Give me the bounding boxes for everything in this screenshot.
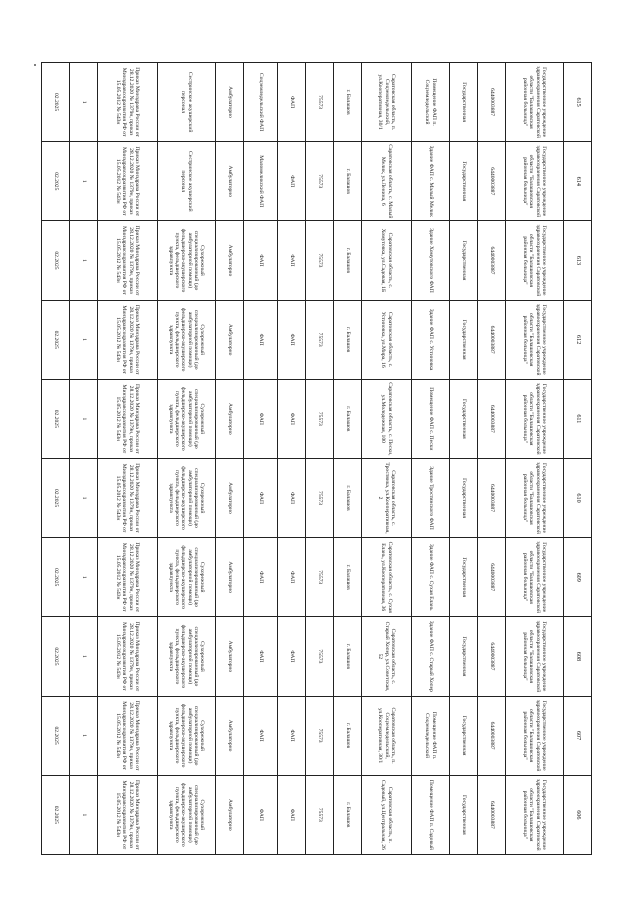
- table-cell: Здание Хомутовского ФАП: [412, 221, 450, 300]
- table-cell: г. Балашов: [334, 221, 362, 300]
- table-cell: ФАП: [244, 379, 278, 458]
- table-cell: Государственная: [450, 696, 478, 775]
- table-cell: 02.2025: [42, 379, 70, 458]
- table-cell: Амбулаторно: [216, 617, 244, 696]
- table-cell: 75573: [306, 221, 334, 300]
- table-cell: Саратовская область, с. Тростянка, ул.Кооперативная, 2: [362, 458, 412, 537]
- table-cell: Приказ Минздрава России от 28.12.2020 № 1379н, приказ Минздравсоцразвития РФ от 15.05.2012 № 543н: [98, 775, 158, 854]
- table-cell: Приказ Минздрава России от 28.12.2020 № 1379н, приказ Минздравсоцразвития РФ от 15.05.2012 № 543н: [98, 300, 158, 379]
- table-cell: Амбулаторно: [216, 63, 244, 142]
- table-cell: Сухорежный специализированный (до амбулаторной помощи) фельдшерско-акушерского пункта, фельдшерского здравпункта: [158, 696, 216, 775]
- table-cell: 1: [70, 142, 98, 221]
- table-cell: 02.2025: [42, 63, 70, 142]
- table-cell: г. Балашов: [334, 538, 362, 617]
- table-cell: Приказ Минздрава России от 28.12.2020 № 1379н, приказ Минздравсоцразвития РФ от 15.05.2012 № 543н: [98, 696, 158, 775]
- table-cell: Приказ Минздрава России от 28.12.2020 № 1379н, приказ Минздравсоцразвития РФ от 15.05.2012 № 543н: [98, 538, 158, 617]
- table-cell: Государственное учреждение здравоохранения Саратовской области "Балашовская районная больница": [506, 63, 564, 142]
- table-cell: ФАП: [244, 538, 278, 617]
- table-cell: Амбулаторно: [216, 142, 244, 221]
- table-cell: ФАП: [278, 379, 306, 458]
- table-cell: Государственное учреждение здравоохранения Саратовской области "Балашовская районная больница": [506, 379, 564, 458]
- table-cell: 02.2025: [42, 617, 70, 696]
- table-cell: Государственная: [450, 221, 478, 300]
- table-cell: ФАП: [244, 775, 278, 854]
- table-cell: ФАП: [278, 775, 306, 854]
- table-row: [42, 63, 70, 855]
- table-row: [450, 63, 478, 855]
- table-cell: Саратовская область, с. Пески, ул.Молодежная, 100: [362, 379, 412, 458]
- table-cell: Государственная: [450, 63, 478, 142]
- table-cell: Приказ Минздрава России от 28.12.2020 № 1379н, приказ Минздравсоцразвития РФ от 15.05.2012 № 543н: [98, 617, 158, 696]
- table-row: [478, 63, 506, 855]
- table-cell: Здание ФАП с. Сухая Елань: [412, 538, 450, 617]
- table-cell: 75573: [306, 617, 334, 696]
- table-cell: Здание ФАП с. Малый Мелик: [412, 142, 450, 221]
- table-cell: Амбулаторно: [216, 696, 244, 775]
- table-cell: 75573: [306, 379, 334, 458]
- table-cell: 75573: [306, 142, 334, 221]
- table-cell: 75573: [306, 538, 334, 617]
- table-cell: ФАП: [278, 142, 306, 221]
- table-cell: 6440003887: [478, 617, 506, 696]
- column-number-cell: 608: [564, 617, 592, 696]
- table-row: [278, 63, 306, 855]
- table-cell: ФАП: [278, 538, 306, 617]
- table-cell: 1: [70, 696, 98, 775]
- table-cell: Государственная: [450, 142, 478, 221]
- table-cell: 1: [70, 775, 98, 854]
- table-row: [70, 63, 98, 855]
- table-cell: 02.2025: [42, 458, 70, 537]
- column-number-cell: 607: [564, 696, 592, 775]
- table-cell: 6440003887: [478, 300, 506, 379]
- table-cell: Государственное учреждение здравоохранения Саратовской области "Балашовская районная больница": [506, 458, 564, 537]
- table-cell: Сухорежный специализированный (до амбулаторной помощи) фельдшерско-акушерского пункта, фельдшерского здравпункта: [158, 221, 216, 300]
- table-cell: Саратовская область, п. Соцземледельский, ул.Кооперативная, 30/1: [362, 696, 412, 775]
- column-number-cell: 612: [564, 300, 592, 379]
- registry-table-body: [42, 63, 592, 855]
- table-cell: 6440003887: [478, 775, 506, 854]
- table-cell: Сухорежный специализированный (до амбулаторной помощи) фельдшерско-акушерского пункта, фельдшерского здравпункта: [158, 300, 216, 379]
- table-cell: Помещение ФАП п. Соцземледельский: [412, 696, 450, 775]
- table-cell: ФАП: [278, 696, 306, 775]
- table-cell: 75573: [306, 775, 334, 854]
- table-cell: 75573: [306, 63, 334, 142]
- table-cell: 02.2025: [42, 300, 70, 379]
- column-number-cell: 615: [564, 63, 592, 142]
- table-cell: 6440003887: [478, 63, 506, 142]
- table-cell: 75573: [306, 458, 334, 537]
- table-cell: Саратовская область, с. Малый Мелик, ул.Ленина, 6: [362, 142, 412, 221]
- table-cell: 1: [70, 221, 98, 300]
- table-cell: Приказ Минздрава России от 28.12.2020 № 1379н, приказ Минздравсоцразвития РФ от 15.05.2012 № 543н: [98, 379, 158, 458]
- column-number-cell: 613: [564, 221, 592, 300]
- table-cell: Сестринское акушерский персонал: [158, 63, 216, 142]
- table-cell: ФАП: [244, 300, 278, 379]
- table-cell: Саратовская область, с. Старый Хопер, ул.Советская, 52: [362, 617, 412, 696]
- table-cell: 1: [70, 63, 98, 142]
- table-cell: Сухорежный специализированный (до амбулаторной помощи) фельдшерско-акушерского пункта, фельдшерского здравпункта: [158, 379, 216, 458]
- table-cell: Государственная: [450, 538, 478, 617]
- table-cell: Здание Тростянского ФАП: [412, 458, 450, 537]
- table-cell: Приказ Минздрава России от 28.12.2020 № 1379н, приказ Минздравсоцразвития РФ от 15.05.2012 № 543н: [98, 458, 158, 537]
- table-cell: Государственная: [450, 458, 478, 537]
- column-number-cell: 611: [564, 379, 592, 458]
- table-row: [244, 63, 278, 855]
- table-cell: Приказ Минздрава России от 28.12.2020 № 1379н, приказ Минздравсоцразвития РФ от 15.05.2012 № 543н: [98, 142, 158, 221]
- table-cell: Амбулаторно: [216, 775, 244, 854]
- table-cell: Приказ Минздрава России от 28.12.2020 № 1379н, приказ Минздравсоцразвития РФ от 15.05.2012 № 543н: [98, 221, 158, 300]
- table-cell: ФАП: [244, 696, 278, 775]
- table-cell: Сестринское акушерский персонал: [158, 142, 216, 221]
- table-row: [334, 63, 362, 855]
- table-cell: 02.2025: [42, 221, 70, 300]
- column-number-cell: 610: [564, 458, 592, 537]
- table-cell: Государственная: [450, 379, 478, 458]
- table-cell: Государственное учреждение здравоохранения Саратовской области "Балашовская районная больница": [506, 221, 564, 300]
- table-cell: г. Балашов: [334, 379, 362, 458]
- table-cell: Маломеликский ФАП: [244, 142, 278, 221]
- table-cell: Помещение ФАП п. Соцземледельский: [412, 63, 450, 142]
- table-cell: 6440003887: [478, 458, 506, 537]
- table-cell: Государственное учреждение здравоохранения Саратовской области "Балашовская районная больница": [506, 775, 564, 854]
- table-cell: Государственное учреждение здравоохранения Саратовской области "Балашовская районная больница": [506, 300, 564, 379]
- table-cell: 75573: [306, 300, 334, 379]
- table-cell: Здание ФАП с. Устиновка: [412, 300, 450, 379]
- table-cell: Государственное учреждение здравоохранения Саратовской области "Балашовская районная больница": [506, 617, 564, 696]
- table-row: [98, 63, 158, 855]
- table-cell: Сухорежный специализированный (до амбулаторной помощи) фельдшерско-акушерского пункта, фельдшерского здравпункта: [158, 458, 216, 537]
- table-cell: ФАП: [278, 617, 306, 696]
- table-cell: ФАП: [278, 300, 306, 379]
- table-row: [506, 63, 564, 855]
- table-cell: 1: [70, 300, 98, 379]
- table-cell: ФАП: [244, 617, 278, 696]
- table-cell: 6440003887: [478, 696, 506, 775]
- table-cell: Государственная: [450, 775, 478, 854]
- table-cell: 1: [70, 458, 98, 537]
- table-cell: Сухорежный специализированный (до амбулаторной помощи) фельдшерско-акушерского пункта, фельдшерского здравпункта: [158, 617, 216, 696]
- table-cell: 02.2025: [42, 142, 70, 221]
- table-cell: 6440003887: [478, 538, 506, 617]
- table-cell: 02.2025: [42, 696, 70, 775]
- table-row: [306, 63, 334, 855]
- table-cell: г. Балашов: [334, 775, 362, 854]
- table-cell: 6440003887: [478, 221, 506, 300]
- registry-table: [41, 62, 592, 855]
- table-row: [412, 63, 450, 855]
- table-cell: Приказ Минздрава России от 28.12.2020 № 1379н, приказ Минздравсоцразвития РФ от 15.05.2012 № 543н: [98, 63, 158, 142]
- table-cell: г. Балашов: [334, 63, 362, 142]
- table-cell: ФАП: [278, 458, 306, 537]
- table-row: [216, 63, 244, 855]
- table-cell: Саратовская область, с. Хомутовка, ул.Садовая, 1Б: [362, 221, 412, 300]
- column-number-cell: 609: [564, 538, 592, 617]
- table-cell: Амбулаторно: [216, 300, 244, 379]
- table-cell: 6440003887: [478, 142, 506, 221]
- table-cell: Соцземледельский ФАП: [244, 63, 278, 142]
- table-cell: 1: [70, 379, 98, 458]
- scan-speck: [34, 64, 36, 66]
- table-row: [362, 63, 412, 855]
- table-cell: 02.2025: [42, 538, 70, 617]
- table-cell: 1: [70, 617, 98, 696]
- table-cell: Государственная: [450, 300, 478, 379]
- table-cell: Амбулаторно: [216, 379, 244, 458]
- table-cell: Амбулаторно: [216, 458, 244, 537]
- table-cell: Амбулаторно: [216, 221, 244, 300]
- table-cell: Государственное учреждение здравоохранения Саратовской области "Балашовская районная больница": [506, 696, 564, 775]
- rotated-table-wrapper: [52, 62, 592, 855]
- column-number-cell: 614: [564, 142, 592, 221]
- table-cell: г. Балашов: [334, 696, 362, 775]
- table-cell: Здание ФАП с. Старый Хопер: [412, 617, 450, 696]
- table-cell: ФАП: [278, 221, 306, 300]
- table-cell: Государственная: [450, 617, 478, 696]
- table-row: [564, 63, 592, 855]
- table-cell: г. Балашов: [334, 142, 362, 221]
- table-cell: Саратовская область, п. Садовый, ул.Центральная, 26: [362, 775, 412, 854]
- table-cell: Государственное учреждение здравоохранения Саратовской области "Балашовская районная больница": [506, 538, 564, 617]
- table-cell: Саратовская область, с. Сухая Елань, ул.Кооперативная, 36: [362, 538, 412, 617]
- table-cell: Государственное учреждение здравоохранения Саратовской области "Балашовская районная больница": [506, 142, 564, 221]
- column-number-cell: 606: [564, 775, 592, 854]
- table-cell: Саратовская область, п. Соцземледельский, ул.Кооперативная, 30/1: [362, 63, 412, 142]
- table-cell: 75573: [306, 696, 334, 775]
- table-cell: ФАП: [278, 63, 306, 142]
- table-cell: г. Балашов: [334, 617, 362, 696]
- table-cell: Сухорежный специализированный (до амбулаторной помощи) фельдшерско-акушерского пункта, фельдшерского здравпункта: [158, 538, 216, 617]
- table-cell: Помещение ФАП с. Пески: [412, 379, 450, 458]
- table-cell: Саратовская область, с. Устиновка, ул.Мира, 16: [362, 300, 412, 379]
- table-cell: г. Балашов: [334, 300, 362, 379]
- table-cell: ФАП: [244, 458, 278, 537]
- table-cell: 6440003887: [478, 379, 506, 458]
- table-cell: 02.2025: [42, 775, 70, 854]
- table-cell: Амбулаторно: [216, 538, 244, 617]
- table-cell: г. Балашов: [334, 458, 362, 537]
- table-cell: Помещение ФАП п. Садовый: [412, 775, 450, 854]
- table-cell: 1: [70, 538, 98, 617]
- table-row: [158, 63, 216, 855]
- table-cell: ФАП: [244, 221, 278, 300]
- table-cell: Сухорежный специализированный (до амбулаторной помощи) фельдшерско-акушерского пункта, фельдшерского здравпункта: [158, 775, 216, 854]
